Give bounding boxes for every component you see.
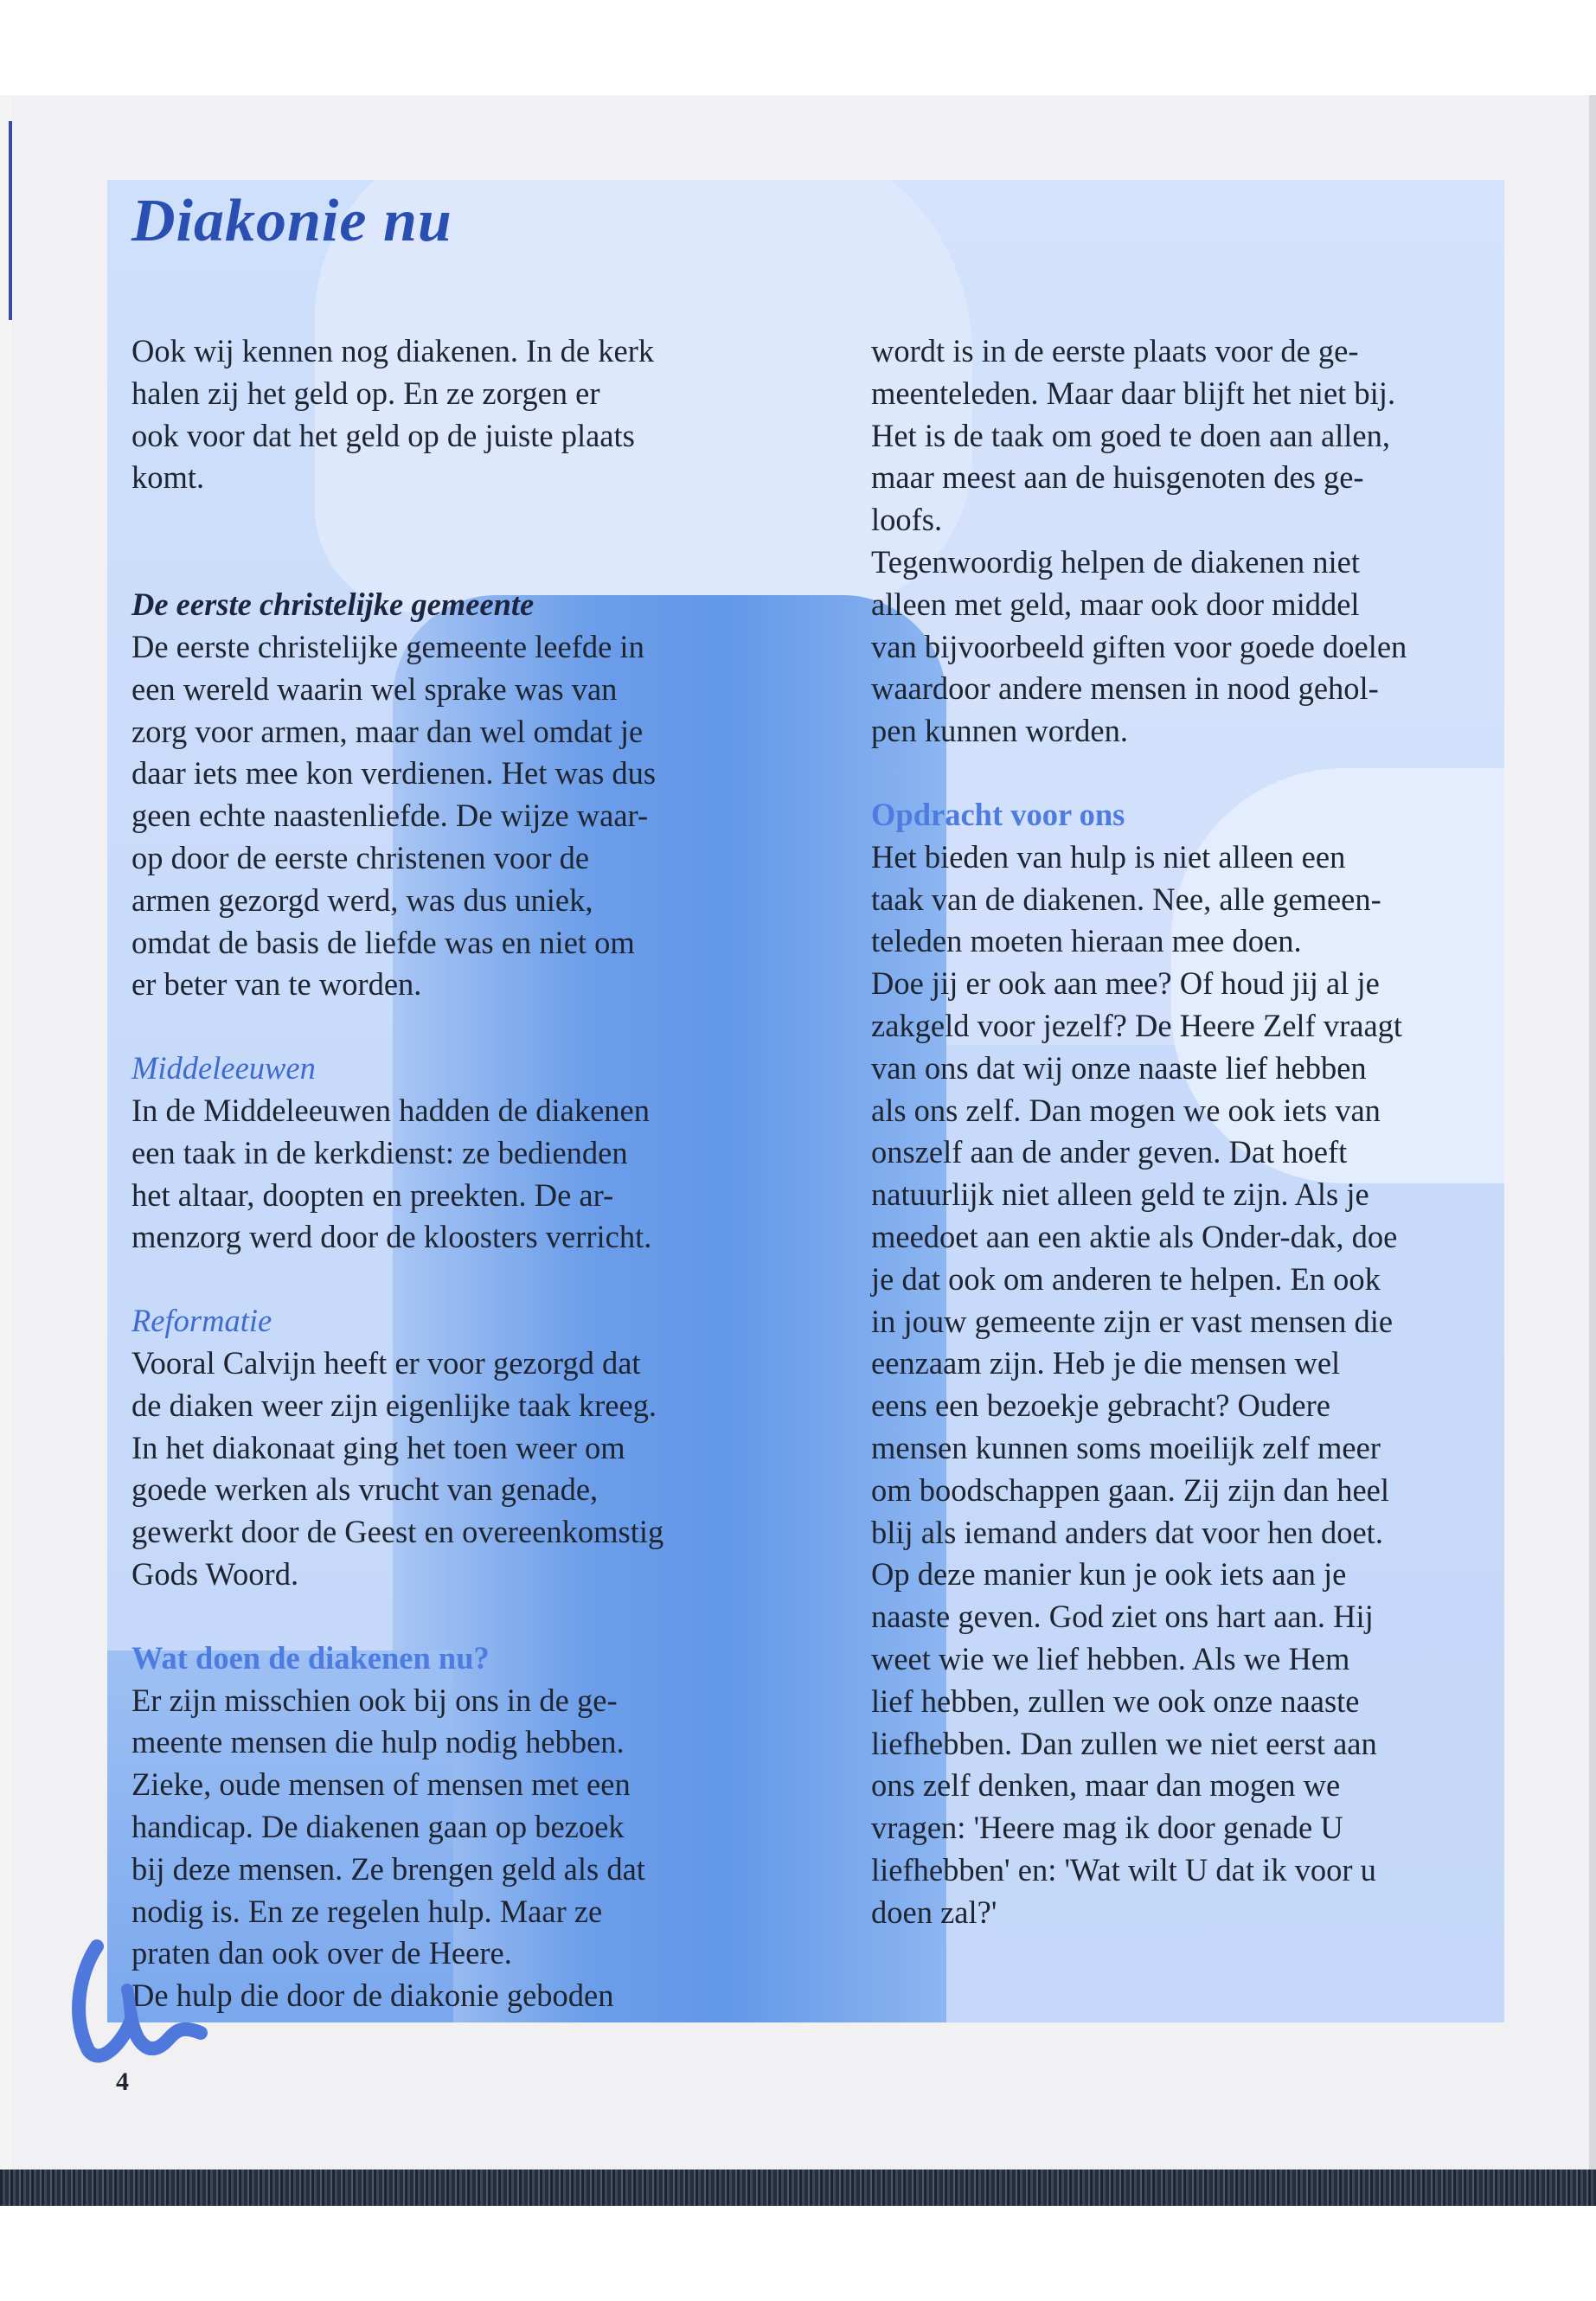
body-line: zorg voor armen, maar dan wel omdat je (131, 713, 644, 749)
intro-line: Ook wij kennen nog diakenen. In de kerk (131, 333, 655, 369)
body-line: liefhebben. Dan zullen we niet eerst aan (871, 1725, 1377, 1761)
body-line: eens een bezoekje gebracht? Oudere (871, 1388, 1330, 1424)
body-line: meenteleden. Maar daar blijft het niet bij. (871, 375, 1396, 411)
right-column (871, 330, 1503, 1933)
body-line: vragen: 'Heere mag ik door genade U (871, 1810, 1343, 1846)
body-line: Doe jij er ook aan mee? Of houd jij al je (871, 965, 1380, 1002)
body-line: de diaken weer zijn eigenlijke taak kreeg. (131, 1387, 657, 1423)
section-heading: Reformatie (131, 1303, 272, 1339)
body-line: van bijvoorbeeld giften voor goede doelen (871, 628, 1407, 664)
page-number: 4 (116, 2067, 129, 2096)
body-line: een wereld waarin wel sprake was van (131, 670, 618, 707)
body-line: in jouw gemeente zijn er vast mensen die (871, 1303, 1394, 1339)
body-line: er beter van te worden. (131, 966, 422, 1003)
body-line: natuurlijk niet alleen geld te zijn. Als je (871, 1176, 1369, 1213)
body-line: ons zelf denken, maar dan mogen we (871, 1767, 1341, 1804)
body-line: meedoet aan een aktie als Onder-dak, doe (871, 1218, 1398, 1254)
body-line: liefhebben' en: 'Wat wilt U dat ik voor u (871, 1851, 1376, 1888)
body-line: De hulp die door de diakonie geboden (131, 1977, 614, 2014)
body-line: waardoor andere mensen in nood gehol- (871, 670, 1379, 707)
body-line: armen gezorgd werd, was dus uniek, (131, 881, 593, 918)
body-line: In het diakonaat ging het toen weer om (131, 1429, 625, 1465)
body-line: meente mensen die hulp nodig hebben. (131, 1724, 625, 1760)
body-line: je dat ook om anderen te helpen. En ook (871, 1260, 1381, 1297)
body-line: zakgeld voor jezelf? De Heere Zelf vraagt (871, 1007, 1403, 1043)
body-line: praten dan ook over de Heere. (131, 1935, 512, 1971)
body-line: om boodschappen gaan. Zij zijn dan heel (871, 1471, 1390, 1508)
body-line: bij deze mensen. Ze brengen geld als dat (131, 1850, 645, 1887)
section-heading: Middeleeuwen (131, 1050, 316, 1086)
body-line: maar meest aan de huisgenoten des ge- (871, 459, 1364, 496)
body-line: Het bieden van hulp is niet alleen een (871, 838, 1346, 875)
publisher-logo-icon (62, 1938, 209, 2067)
body-line: lief hebben, zullen we ook onze naaste (871, 1682, 1360, 1719)
body-line: naaste geven. God ziet ons hart aan. Hij (871, 1599, 1374, 1635)
body-line: teleden moeten hieraan mee doen. (871, 923, 1302, 959)
body-line: Er zijn misschien ook bij ons in de ge- (131, 1682, 618, 1718)
section-heading: Opdracht voor ons (871, 796, 1125, 832)
body-line: menzorg werd door de kloosters verricht. (131, 1219, 652, 1255)
body-line: handicap. De diakenen gaan op bezoek (131, 1808, 625, 1844)
body-line: pen kunnen worden. (871, 713, 1128, 749)
intro-line: halen zij het geld op. En ze zorgen er (131, 375, 600, 411)
body-line: het altaar, doopten en preekten. De ar- (131, 1176, 614, 1213)
body-line: daar iets mee kon verdienen. Het was dus (131, 755, 657, 792)
body-line: een taak in de kerkdienst: ze bedienden (131, 1134, 628, 1170)
body-line: Gods Woord. (131, 1555, 299, 1592)
body-line: geen echte naastenliefde. De wijze waar- (131, 798, 649, 834)
body-line: blij als iemand anders dat voor hen doet. (871, 1514, 1383, 1550)
body-line: omdat de basis de liefde was en niet om (131, 924, 635, 960)
body-line: weet wie we lief hebben. Als we Hem (871, 1640, 1350, 1676)
body-line: doen zal?' (871, 1894, 997, 1930)
body-line: alleen met geld, maar ook door middel (871, 586, 1360, 622)
scan-bottom-strip (0, 2170, 1596, 2206)
body-line: Zieke, oude mensen of mensen met een (131, 1766, 631, 1803)
body-line: In de Middeleeuwen hadden de diakenen (131, 1092, 650, 1128)
body-line: als ons zelf. Dan mogen we ook iets van (871, 1092, 1381, 1128)
intro-line: komt. (131, 459, 205, 496)
body-line: gewerkt door de Geest en overeenkomstig (131, 1514, 664, 1550)
body-line: mensen kunnen soms moeilijk zelf meer (871, 1429, 1381, 1465)
body-line: goede werken als vrucht van genade, (131, 1471, 599, 1508)
body-line: Vooral Calvijn heeft er voor gezorgd dat (131, 1344, 641, 1381)
body-line: taak van de diakenen. Nee, alle gemeen- (871, 881, 1381, 917)
body-line: onszelf aan de ander geven. Dat hoeft (871, 1134, 1348, 1170)
body-line: eenzaam zijn. Heb je die mensen wel (871, 1345, 1341, 1381)
section-heading: Wat doen de diakenen nu? (131, 1639, 490, 1676)
body-line: van ons dat wij onze naaste lief hebben (871, 1049, 1367, 1086)
body-line: nodig is. En ze regelen hulp. Maar ze (131, 1893, 603, 1929)
left-column (131, 330, 789, 2017)
body-line: Het is de taak om goed te doen aan allen, (871, 417, 1391, 453)
body-line: wordt is in de eerste plaats voor de ge- (871, 333, 1359, 369)
body-line: loofs. (871, 502, 943, 538)
page-title: Diakonie nu (131, 188, 452, 254)
body-line: Tegenwoordig helpen de diakenen niet (871, 543, 1361, 580)
body-line: Op deze manier kun je ook iets aan je (871, 1556, 1347, 1593)
body-line: op door de eerste christenen voor de (131, 839, 590, 875)
section-heading: De eerste christelijke gemeente (131, 586, 535, 623)
body-line: De eerste christelijke gemeente leefde in (131, 628, 644, 664)
page-right-edge (1589, 95, 1596, 2206)
intro-line: ook voor dat het geld op de juiste plaats (131, 417, 635, 453)
